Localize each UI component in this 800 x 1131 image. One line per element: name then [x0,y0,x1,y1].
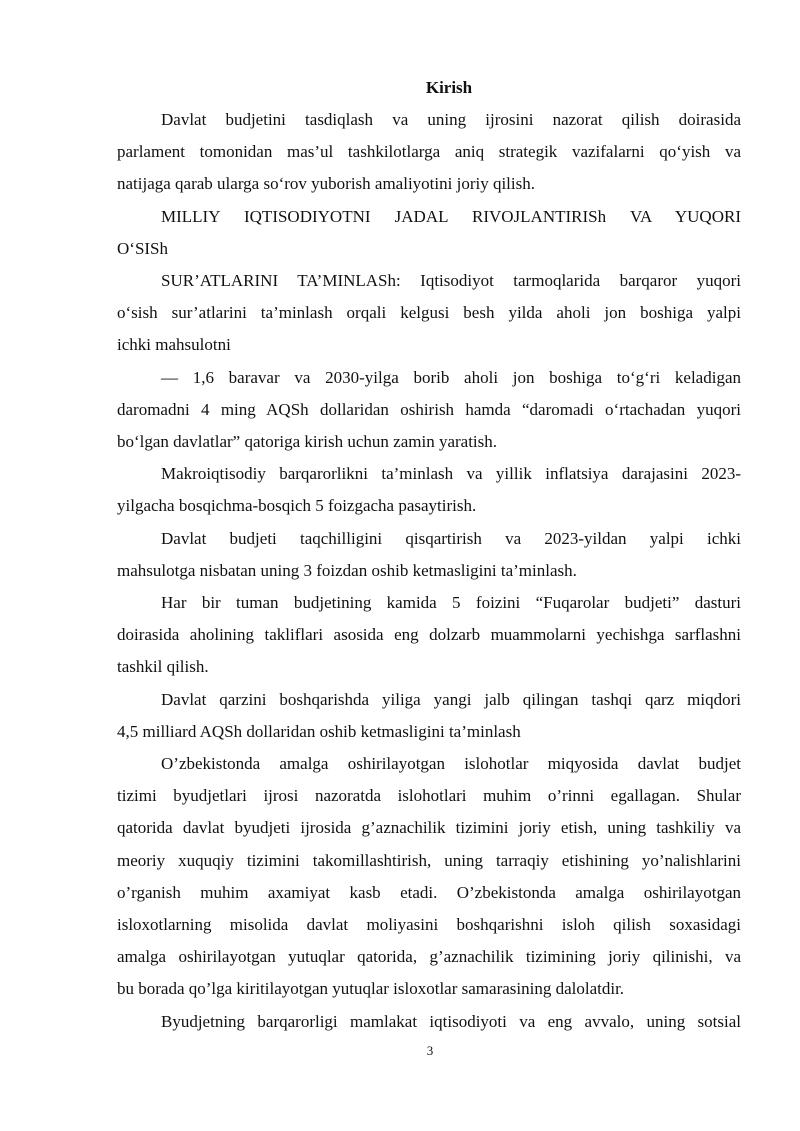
paragraph [117,587,741,684]
paragraph [117,104,741,201]
text-line: MILLIY IQTISODIYOTNI JADAL RIVOJLANTIRISh VA YUQORI [161,206,741,226]
text-line: o’rganish muhim axamiyat kasb etadi. O’zbekistonda amalga oshirilayotgan [117,882,741,902]
paragraph [117,458,741,522]
text-line: Davlat qarzini boshqarishda yiliga yangi jalb qilingan tashqi qarz miqdori [161,689,741,709]
text-line: tashkil qilish. [117,657,209,677]
paragraph [117,523,741,587]
text-line: mahsulotga nisbatan uning 3 foizdan oshib ketmasligini ta’minlash. [117,560,577,580]
paragraph [117,1006,741,1038]
paragraph [117,748,741,1006]
document-title: Kirish [425,78,473,97]
text-line: — 1,6 baravar va 2030-yilga borib aholi jon boshiga to‘g‘ri keladigan [161,367,741,387]
text-line: meoriy xuquqiy tizimini takomillashtirish, uning tarraqiy etishining yo’nalishlarini [117,850,741,870]
document-page [117,74,741,1038]
text-line: 4,5 milliard AQSh dollaridan oshib ketmasligini ta’minlash [117,721,521,741]
page-number: 3 [426,1043,434,1058]
text-line: doirasida aholining takliflari asosida eng dolzarb muammolarni yechishga sarflashni [117,625,741,645]
text-line: parlament tomonidan mas’ul tashkilotlarga aniq strategik vazifalarni qo‘yish va [117,142,741,162]
text-line: yilgacha bosqichma-bosqich 5 foizgacha pasaytirish. [117,496,477,516]
text-line: bo‘lgan davlatlar” qatoriga kirish uchun zamin yaratish. [117,432,498,452]
text-line: Davlat budjeti taqchilligini qisqartirish va 2023-yildan yalpi ichki [161,528,741,548]
text-line: daromadni 4 ming AQSh dollaridan oshirish hamda “daromadi o‘rtachadan yuqori [117,399,741,419]
paragraph [117,201,741,265]
paragraph [117,362,741,459]
text-line: tizimi byudjetlari ijrosi nazoratda islohotlari muhim o’rinni egallagan. Shular [117,786,741,806]
text-line: Makroiqtisodiy barqarorlikni ta’minlash va yillik inflatsiya darajasini 2023- [161,464,741,484]
text-line: bu borada qo’lga kiritilayotgan yutuqlar isloxotlar samarasining dalolatdir. [117,979,625,999]
text-line: O’zbekistonda amalga oshirilayotgan islohotlar miqyosida davlat budjet [161,754,741,774]
text-line: Byudjetning barqarorligi mamlakat iqtisodiyoti va eng avvalo, uning sotsial [161,1011,741,1031]
text-line: O‘SISh [117,238,169,258]
text-line: isloxotlarning misolida davlat moliyasini boshqarishni isloh qilish soxasidagi [117,915,741,935]
text-line: amalga oshirilayotgan yutuqlar qatorida, g’aznachilik tizimining joriy qilinishi, va [117,947,741,967]
text-line: SUR’ATLARINI TA’MINLASh: Iqtisodiyot tarmoqlarida barqaror yuqori [161,271,741,291]
text-line: natijaga qarab ularga so‘rov yuborish amaliyotini joriy qilish. [117,174,535,194]
text-line: Davlat budjetini tasdiqlash va uning ijrosini nazorat qilish doirasida [161,110,741,129]
text-line: ichki mahsulotni [117,335,231,355]
paragraph [117,684,741,748]
text-line: o‘sish sur’atlarini ta’minlash orqali kelgusi besh yilda aholi jon boshiga yalpi [117,303,741,323]
paragraph [117,265,741,362]
document-body [117,104,741,1038]
text-line: qatorida davlat byudjeti ijrosida g’aznachilik tizimini joriy etish, uning tashkiliy va [117,818,741,838]
text-line: Har bir tuman budjetining kamida 5 foizini “Fuqarolar budjeti” dasturi [161,593,741,613]
